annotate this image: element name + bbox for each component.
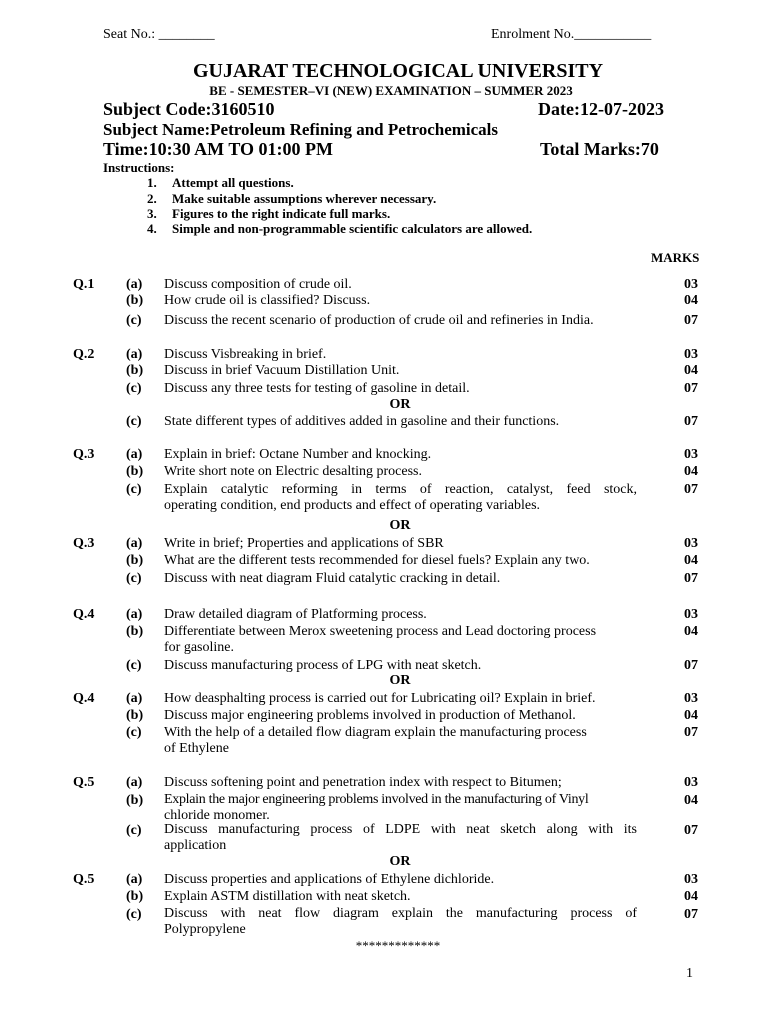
part-label: (a) xyxy=(126,536,143,551)
enrolment-no: Enrolment No.___________ xyxy=(491,27,652,42)
part-label: (c) xyxy=(126,658,142,673)
question-label: Q.5 xyxy=(73,775,95,790)
question-label: Q.1 xyxy=(73,277,95,292)
part-label: (a) xyxy=(126,447,143,462)
or-divider: OR xyxy=(389,518,411,533)
part-label: (a) xyxy=(126,347,143,362)
marks-value: 07 xyxy=(684,823,698,838)
part-label: (b) xyxy=(126,464,144,479)
marks-value: 07 xyxy=(684,381,698,396)
exam-time: Time:10:30 AM TO 01:00 PM xyxy=(103,139,333,159)
marks-column-header: MARKS xyxy=(651,250,700,265)
instruction-num: 2. xyxy=(147,191,157,206)
marks-value: 04 xyxy=(684,293,698,308)
marks-value: 07 xyxy=(684,725,698,740)
marks-value: 03 xyxy=(684,536,698,551)
part-label: (c) xyxy=(126,414,142,429)
exam-date: Date:12-07-2023 xyxy=(538,99,664,119)
or-divider: OR xyxy=(389,673,411,688)
marks-value: 07 xyxy=(684,571,698,586)
instruction-text: Make suitable assumptions wherever necessary. xyxy=(172,191,437,206)
instruction-text: Figures to the right indicate full marks. xyxy=(172,206,391,221)
or-divider: OR xyxy=(389,854,411,869)
marks-value: 03 xyxy=(684,607,698,622)
question-text: Discuss in brief Vacuum Distillation Unit. xyxy=(164,363,400,378)
exam-title: BE - SEMESTER–VI (NEW) EXAMINATION – SUMMER 2023 xyxy=(209,83,573,98)
marks-value: 04 xyxy=(684,624,698,639)
question-text: With the help of a detailed flow diagram explain the manufacturing process xyxy=(164,725,587,740)
part-label: (b) xyxy=(126,708,144,723)
question-text-continued: of Ethylene xyxy=(164,741,229,756)
marks-value: 03 xyxy=(684,691,698,706)
university-title: GUJARAT TECHNOLOGICAL UNIVERSITY xyxy=(192,60,604,82)
total-marks: Total Marks:70 xyxy=(540,139,659,159)
question-text: Discuss major engineering problems involved in production of Methanol. xyxy=(164,708,576,723)
question-text: Discuss properties and applications of Ethylene dichloride. xyxy=(164,872,495,887)
marks-value: 04 xyxy=(684,553,698,568)
instruction-num: 4. xyxy=(147,221,157,236)
part-label: (b) xyxy=(126,553,144,568)
marks-value: 07 xyxy=(684,658,698,673)
question-text: Explain the major engineering problems involved in the manufacturing of Vinyl xyxy=(164,792,589,807)
question-text: Explain ASTM distillation with neat sketch. xyxy=(164,889,411,904)
marks-value: 04 xyxy=(684,708,698,723)
question-text: Discuss softening point and penetration index with respect to Bitumen; xyxy=(164,775,562,790)
instruction-text: Attempt all questions. xyxy=(172,175,294,190)
question-text: How deasphalting process is carried out for Lubricating oil? Explain in brief. xyxy=(164,691,596,706)
marks-value: 03 xyxy=(684,347,698,362)
question-label: Q.3 xyxy=(73,447,95,462)
part-label: (b) xyxy=(126,363,144,378)
question-text-continued: application xyxy=(164,838,227,853)
part-label: (a) xyxy=(126,775,143,790)
question-text: Discuss Visbreaking in brief. xyxy=(164,347,327,362)
part-label: (a) xyxy=(126,607,143,622)
marks-value: 07 xyxy=(684,482,698,497)
subject-name: Subject Name:Petroleum Refining and Petrochemicals xyxy=(103,120,499,139)
part-label: (b) xyxy=(126,793,144,808)
question-label: Q.2 xyxy=(73,347,95,362)
question-label: Q.5 xyxy=(73,872,95,887)
part-label: (c) xyxy=(126,725,142,740)
seat-no: Seat No.: ________ xyxy=(103,27,215,42)
part-label: (b) xyxy=(126,889,144,904)
part-label: (b) xyxy=(126,293,144,308)
part-label: (a) xyxy=(126,872,143,887)
question-text: Draw detailed diagram of Platforming process. xyxy=(164,607,427,622)
question-text: Explain catalytic reforming in terms of reaction, catalyst, feed stock, xyxy=(164,482,637,497)
marks-value: 03 xyxy=(684,447,698,462)
question-text: State different types of additives added in gasoline and their functions. xyxy=(164,414,560,429)
part-label: (c) xyxy=(126,907,142,922)
instruction-num: 1. xyxy=(147,175,157,190)
question-text: Write short note on Electric desalting process. xyxy=(164,464,422,479)
marks-value: 03 xyxy=(684,277,698,292)
question-text: Discuss manufacturing process of LDPE with neat sketch along with its xyxy=(164,822,637,837)
question-text: Differentiate between Merox sweetening process and Lead doctoring process xyxy=(164,624,597,639)
part-label: (c) xyxy=(126,313,142,328)
question-text: Discuss with neat diagram Fluid catalytic cracking in detail. xyxy=(164,571,501,586)
question-text-continued: chloride monomer. xyxy=(164,808,270,823)
question-label: Q.4 xyxy=(73,607,95,622)
marks-value: 03 xyxy=(684,872,698,887)
question-text: Write in brief; Properties and applications of SBR xyxy=(164,536,444,551)
part-label: (a) xyxy=(126,277,143,292)
page-number: 1 xyxy=(686,966,693,981)
marks-value: 04 xyxy=(684,464,698,479)
question-text: What are the different tests recommended for diesel fuels? Explain any two. xyxy=(164,553,590,568)
question-text: How crude oil is classified? Discuss. xyxy=(164,293,371,308)
part-label: (c) xyxy=(126,482,142,497)
instruction-num: 3. xyxy=(147,206,157,221)
question-text: Discuss with neat flow diagram explain the manufacturing process of xyxy=(164,906,637,921)
marks-value: 07 xyxy=(684,313,698,328)
or-divider: OR xyxy=(389,397,411,412)
instructions-title: Instructions: xyxy=(103,160,175,175)
subject-code: Subject Code:3160510 xyxy=(103,99,275,119)
part-label: (a) xyxy=(126,691,143,706)
question-text: Discuss manufacturing process of LPG with neat sketch. xyxy=(164,658,482,673)
question-text-continued: for gasoline. xyxy=(164,640,234,655)
marks-value: 07 xyxy=(684,907,698,922)
part-label: (c) xyxy=(126,381,142,396)
marks-value: 03 xyxy=(684,775,698,790)
marks-value: 04 xyxy=(684,793,698,808)
question-text: Explain in brief: Octane Number and knocking. xyxy=(164,447,432,462)
question-text: Discuss composition of crude oil. xyxy=(164,277,352,292)
part-label: (c) xyxy=(126,571,142,586)
question-text-continued: operating condition, end products and effect of operating variables. xyxy=(164,498,541,513)
question-text-continued: Polypropylene xyxy=(164,922,246,937)
question-text: Discuss the recent scenario of production of crude oil and refineries in India. xyxy=(164,313,594,328)
marks-value: 07 xyxy=(684,414,698,429)
end-of-paper-marker: ************* xyxy=(355,938,441,953)
instruction-text: Simple and non-programmable scientific calculators are allowed. xyxy=(172,221,533,236)
question-label: Q.3 xyxy=(73,536,95,551)
part-label: (c) xyxy=(126,823,142,838)
marks-value: 04 xyxy=(684,889,698,904)
question-label: Q.4 xyxy=(73,691,95,706)
marks-value: 04 xyxy=(684,363,698,378)
part-label: (b) xyxy=(126,624,144,639)
question-text: Discuss any three tests for testing of gasoline in detail. xyxy=(164,381,470,396)
